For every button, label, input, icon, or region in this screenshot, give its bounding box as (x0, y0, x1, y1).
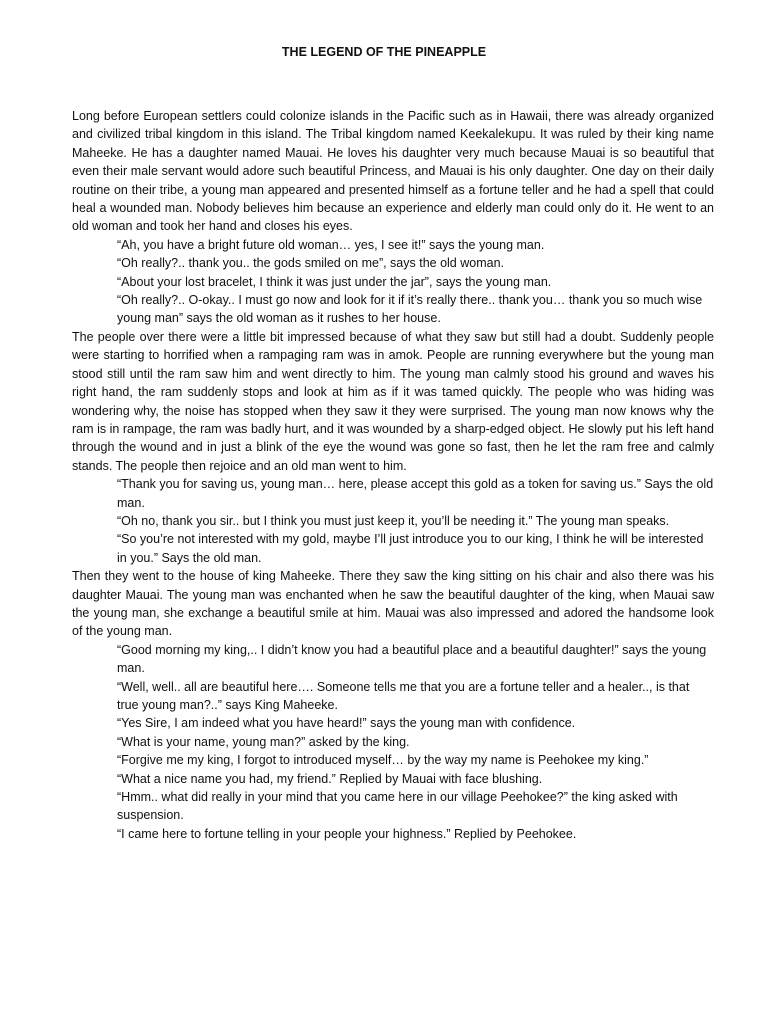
dialogue-line: “What is your name, young man?” asked by the king. (117, 734, 410, 749)
paragraph: Then they went to the house of king Maheeke. There they saw the king sitting on his chair and also there was his daughter Mauai. The young man was enchanted when he saw the beautiful daughter of the king, when Mauai saw the young man, she exchange a beautiful smile at him. Mauai was also impressed and adored the handsome look of the young man. (72, 569, 714, 639)
paragraph: The people over there were a little bit impressed because of what they saw but still had a doubt. Suddenly people were starting to horrified when a rampaging ram was in amok. People are running everywhere but the young man stood still until the ram saw him and went directly to him. The young man calmly stood his ground and waves his right hand, the ram suddenly stops and look at him as if it was tamed quickly. The people who was hiding was wondering why, the noise has stopped when they saw it they were surprised. The young man now knows why the ram is in rampage, the ram was badly hurt, and it was wounded by a sharp-edged object. He slowly put his left hand through the wound and in just a blink of the eye the wound was gone so fast, then he let the ram free and calmly stands. The people then rejoice and an old man went to him. (72, 329, 714, 473)
dialogue-line: “Ah, you have a bright future old woman… yes, I see it!” says the young man. (117, 237, 545, 252)
dialogue-line: “What a nice name you had, my friend.” Replied by Mauai with face blushing. (117, 771, 543, 786)
dialogue-line: “Hmm.. what did really in your mind that you came here in our village Peehokee?” the king asked with suspension. (117, 790, 678, 823)
dialogue-line: “About your lost bracelet, I think it was just under the jar”, says the young man. (117, 274, 552, 289)
dialogue-line: “Forgive me my king, I forgot to introduced myself… by the way my name is Peehokee my king.” (117, 753, 649, 768)
dialogue-line: “So you’re not interested with my gold, maybe I’ll just introduce you to our king, I think he will be interested in you.” Says the old man. (117, 532, 704, 565)
dialogue-line: “Oh really?.. O-okay.. I must go now and look for it if it’s really there.. thank you… thank you so much wise young man” says the old woman as it rushes to her house. (117, 293, 703, 326)
dialogue-line: “Well, well.. all are beautiful here…. Someone tells me that you are a fortune teller and a healer.., is that true young man?..” says King Maheeke. (117, 679, 690, 712)
dialogue-line: “Oh really?.. thank you.. the gods smiled on me”, says the old woman. (117, 256, 504, 271)
dialogue-line: “Yes Sire, I am indeed what you have heard!” says the young man with confidence. (117, 716, 576, 731)
document-body (72, 107, 714, 843)
document-title: THE LEGEND OF THE PINEAPPLE (281, 45, 487, 59)
paragraph: Long before European settlers could colonize islands in the Pacific such as in Hawaii, there was already organized and civilized tribal kingdom in this island. The Tribal kingdom named Keekalekupu. It was ruled by their king name Maheeke. He has a daughter named Mauai. He loves his daughter very much because Mauai is so beautiful that even their male servant would adore such beautiful Princess, and Mauai is his only daughter. One day on their daily routine on their tribe, a young man appeared and presented himself as a fortune teller and he had a spell that could heal a wounded man. Nobody believes him because an experience and elderly man could only do it. He went to an old woman and took her hand and closes his eyes. (72, 109, 714, 234)
dialogue-line: “Good morning my king,.. I didn’t know you had a beautiful place and a beautiful daughter!” says the young man. (117, 642, 707, 676)
dialogue-line: “Oh no, thank you sir.. but I think you must just keep it, you’ll be needing it.” The young man speaks. (117, 513, 670, 528)
dialogue-line: “Thank you for saving us, young man… here, please accept this gold as a token for saving us.” Says the old man. (117, 477, 714, 510)
dialogue-line: “I came here to fortune telling in your people your highness.” Replied by Peehokee. (117, 826, 577, 841)
